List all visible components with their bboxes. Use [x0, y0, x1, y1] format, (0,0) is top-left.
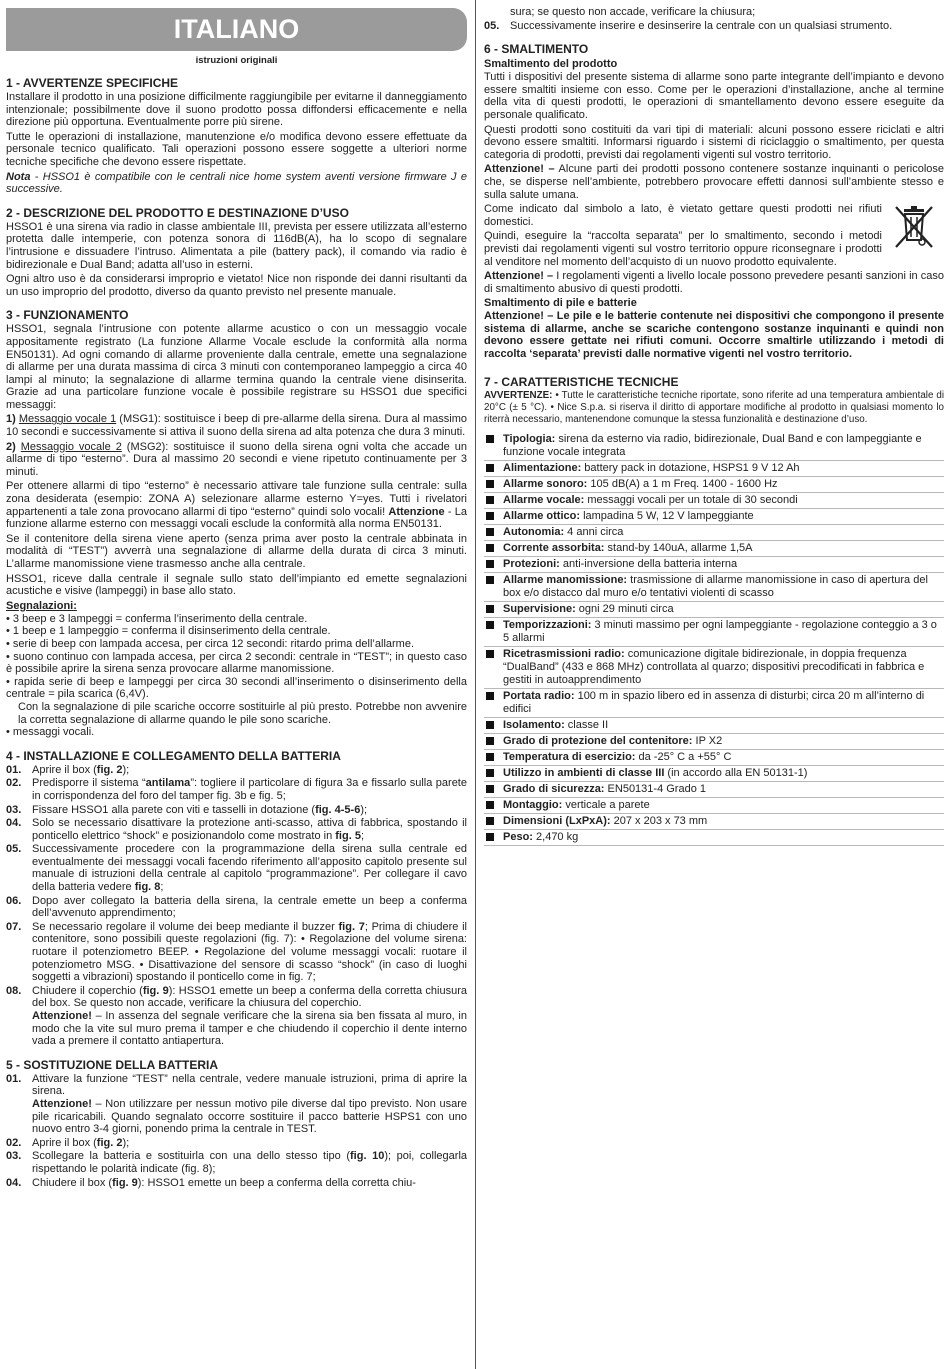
step-item: 05. Successivamente inserire e desinserire la centrale con un qualsiasi strumento.	[484, 19, 893, 32]
spec-row: Isolamento: classe II	[484, 718, 944, 734]
list-item: • 3 beep e 3 lampeggi = conferma l’inserimento della centrale.	[6, 612, 308, 625]
spec-row: Protezioni: anti-inversione della batteria interna	[484, 557, 944, 573]
spec-row: Allarme manomissione: trasmissione di allarme manomissione in caso di apertura del box e/o distacco dal muro e/o tentativi violenti di scasso	[484, 573, 944, 602]
language-banner: ITALIANO	[6, 8, 467, 51]
spec-row: Utilizzo in ambienti di classe III (in accordo alla EN 50131-1)	[484, 766, 944, 782]
s6-paragraph: Quindi, eseguire la “raccolta separata” per lo smaltimento, secondo i metodi previsti dai regolamenti vigenti sul vostro territorio oppure riconsegnare i prodotti al venditore nel momento dell’acquisto di un nuovo prodotto equivalente.	[484, 230, 882, 268]
s2-paragraph: Ogni altro uso è da considerarsi improprio e vietato! Nice non risponde dei danni risultanti da un uso improprio del prodotto, diverso da quanto previsto nel presente manuale.	[6, 273, 467, 298]
s6-paragraph: Come indicato dal simbolo a lato, è vietato gettare questi prodotti nei rifiuti domestici.	[484, 203, 882, 228]
s6-paragraph: Tutti i dispositivi del presente sistema di allarme sono parte integrante dell’impianto e devono essere smaltiti insieme con esso. Come per le operazioni d’installazione, anche al termine della vita di questi prodotti, le operazioni di smantellamento devono essere eseguite da personale qualificato.	[484, 71, 944, 121]
spec-row: Autonomia: 4 anni circa	[484, 525, 944, 541]
s3-paragraph: HSSO1, riceve dalla centrale il segnale sullo stato dell’impianto ed emette segnalazioni acustiche e visive (lampeggi) in base allo stato.	[6, 572, 467, 598]
spec-row: Tipologia: sirena da esterno via radio, bidirezionale, Dual Band e con lampeggiante e funzione vocale integrata	[484, 432, 944, 461]
section-1-title: 1 - AVVERTENZE SPECIFICHE	[6, 76, 179, 90]
spec-row: Allarme sonoro: 105 dB(A) a 1 m Freq. 1400 - 1600 Hz	[484, 477, 944, 493]
s6-paragraph: Questi prodotti sono costituiti da vari tipi di materiali: alcuni possono essere riciclati e altri devono essere smaltiti. Informarsi riguardo i sistemi di riciclaggio o smaltimento, per questa categoria di prodotti, previsti dai regolamenti vigenti sul vostro territorio.	[484, 123, 944, 161]
s2-paragraph: HSSO1 è una sirena via radio in classe ambientale III, prevista per essere utilizzata all’esterno protetta dalle intemperie, con potenza sonora di 116dB(A), ha lo scopo di segnalare l’intrusione e dissuadere l’intruso. Alimentata a pile (battery pack), il comando via radio è bidirezionale e Dual Band; adatta all’uso in esterni.	[6, 220, 467, 271]
step-item: 04. Solo se necessario disattivare la protezione anti-scasso, attiva di fabbrica, spostando il ponticello elettrico “shock” e posizionandolo come mostrato in fig. 5;	[6, 817, 467, 842]
list-item: • serie di beep con lampada accesa, per circa 12 secondi: ritardo prima dell’allarme.	[6, 637, 414, 650]
step-item: 06. Dopo aver collegato la batteria della sirena, la centrale emette un beep a conferma dell’avvenuto apprendimento;	[6, 894, 467, 920]
step-item: 03. Fissare HSSO1 alla parete con viti e tasselli in dotazione (fig. 4-5-6);	[6, 803, 368, 816]
list-item: • suono continuo con lampada accesa, per circa 2 secondi: centrale in “TEST”; in questo caso è possibile aprire la sirena senza provocare allarme manomissione.	[6, 650, 467, 676]
list-item: Con la segnalazione di pile scariche occorre sostituirle al più presto. Potrebbe non avvenire la corretta segnalazione di allarme quando le pile sono scariche.	[18, 700, 467, 726]
s1-paragraph: Installare il prodotto in una posizione difficilmente raggiungibile per evitarne il danneggiamento intenzionale; possibilmente dove il suono prodotto possa diffondersi efficacemente e nella direzione più opportuna. Eventualmente porre più sirene.	[6, 91, 467, 129]
spec-row: Grado di protezione del contenitore: IP X2	[484, 734, 944, 750]
list-item: • rapida serie di beep e lampeggi per circa 30 secondi all’inserimento o disinserimento della centrale = pila scarica (6,4V).	[6, 675, 467, 701]
right-column	[484, 0, 944, 846]
list-item: • messaggi vocali.	[6, 726, 95, 739]
step-item: 05. Successivamente procedere con la programmazione della sirena sulla centrale ed eventualmente dei messaggi vocali facendo riferimento all’apposito capitolo presente sul manuale di istruzioni della centrale al capitolo “programmazione”. Per collegare il cavo della batteria vedere fig. 8;	[6, 843, 467, 894]
s3-paragraph: Per ottenere allarmi di tipo “esterno” è necessario attivare tale funzione sulla centrale: sulla zona desiderata (esempio: ZONA A) selezionare allarme esterno Y=yes. Tutti i rivelatori appartenenti a tale zona provocano allarmi di tipo “esterno” quindi solo vocali! Attenzione - La funzione allarme esterno con messaggi vocali esclude la conformità alla norma EN50131.	[6, 480, 467, 531]
s7-warnings: AVVERTENZE: • Tutte le caratteristiche tecniche riportate, sono riferite ad una temperatura ambientale di 20°C (± 5 °C). • Nice S.p.a. si riserva il diritto di apportare modifiche al prodotto in qualsiasi momento lo riterrà necessario, mantenendone comunque la stessa funzionalità e destinazione d’uso.	[484, 389, 944, 425]
spec-row: Portata radio: 100 m in spazio libero ed in assenza di disturbi; circa 20 m all’interno di edifici	[484, 689, 944, 718]
step-item: 08. Chiudere il coperchio (fig. 9): HSSO1 emette un beep a conferma della corretta chiusura del box. Se questo non accade, verificare la chiusura del coperchio. Attenzione! – In assenza del segnale verificare che la sirena sia ben fissata al muro, in modo che la vite sul muro prema il tamper e che chiudendo il coperchio il dente interno vada a premere il contatto antiapertura.	[6, 984, 468, 1048]
battery-steps	[6, 1073, 467, 1189]
left-column	[6, 0, 467, 1190]
spec-row: Montaggio: verticale a parete	[484, 798, 944, 814]
step-item: 02. Predisporre il sistema “antilama”: togliere il particolare di figura 3a e fissarlo sulla parete in corrispondenza del foro del tamper fig. 3b e fig. 5;	[6, 777, 467, 802]
spec-row: Alimentazione: battery pack in dotazione, HSPS1 9 V 12 Ah	[484, 461, 944, 477]
s6-subtitle: Smaltimento di pile e batterie	[484, 297, 637, 310]
spec-row: Allarme vocale: messaggi vocali per un totale di 30 secondi	[484, 493, 944, 509]
section-2-title: 2 - DESCRIZIONE DEL PRODOTTO E DESTINAZIONE D’USO	[6, 205, 349, 220]
column-divider	[475, 0, 476, 1369]
spec-row: Ricetrasmissioni radio: comunicazione digitale bidirezionale, in doppia frequenza “DualBand” (433 e 868 MHz) controllata al quarzo; dispositivi precodificati in fabbrica e gestiti in autoapprendimento	[484, 647, 944, 689]
section-7-title: 7 - CARATTERISTICHE TECNICHE	[484, 374, 679, 389]
spec-row: Temporizzazioni: 3 minuti massimo per ogni lampeggiante - regolazione conteggio a 3 o 5 allarmi	[484, 618, 944, 647]
spec-table	[484, 432, 944, 846]
step-item: 07. Se necessario regolare il volume dei beep mediante il buzzer fig. 7; Prima di chiudere il contenitore, sono possibili queste regolazioni (fig. 7): • Regolazione del volume sirena: ruotare il potenziometro BEEP. • Regolazione del volume messaggi vocali: ruotare il potenziometro MSG. • Disattivazione del sensore di scasso “shock” (in caso di luoghi soggetti a vibrazioni) spostando il ponticello come in fig. 7;	[6, 920, 467, 984]
spec-row: Temperatura di esercizio: da -25° C a +55° C	[484, 750, 944, 766]
step-item: 02. Aprire il box (fig. 2);	[6, 1136, 130, 1149]
list-item: • 1 beep e 1 lampeggio = conferma il disinserimento della centrale.	[6, 625, 331, 638]
install-steps	[6, 764, 467, 1048]
step-item: 01. Attivare la funzione “TEST” nella centrale, vedere manuale istruzioni, prima di aprire la sirena. Attenzione! – Non utilizzare per nessun motivo pile diverse dal tipo previsto. Non usare pile ricaricabili. Quando segnalato occorre sostituire il pacco batterie HSPS1 con uno nuovo entro 3-4 giorni, ponendo prima la centrale in TEST.	[6, 1072, 467, 1136]
s6-battery-warning: Attenzione! – Le pile e le batterie contenute nei dispositivi che compongono il presente sistema di allarme, anche se scariche contengono sostanze inquinanti e quindi non devono essere gettate nei rifiuti comuni. Occorre smaltirle utilizzando i metodi di raccolta ‘separata’ previsti dalle normative vigenti nel vostro territorio.	[484, 310, 944, 361]
section-5-title: 5 - SOSTITUZIONE DELLA BATTERIA	[6, 1057, 218, 1072]
s6-warning: Attenzione! – Alcune parti dei prodotti possono contenere sostanze inquinanti o pericolose che, se disperse nell’ambiente, potrebbero provocare effetti dannosi sull’ambiente stesso e sulla salute umana.	[484, 163, 944, 201]
step-item: 04. Chiudere il box (fig. 9): HSSO1 emette un beep a conferma della corretta chiu-	[6, 1176, 416, 1189]
step-item: 03. Scollegare la batteria e sostituirla con una dello stesso tipo (fig. 10); poi, collegarla rispettando le polarità indicate (fig. 8);	[6, 1150, 468, 1175]
section-3-title: 3 - FUNZIONAMENTO	[6, 308, 129, 323]
s1-paragraph: Tutte le operazioni di installazione, manutenzione e/o modifica devono essere effettuate da personale tecnico qualificato. Tali operazioni possono essere soggette a ulteriori norme tecniche specifiche che devono essere rispettate.	[6, 130, 467, 168]
s6-subtitle: Smaltimento del prodotto	[484, 58, 618, 71]
spec-row: Allarme ottico: lampadina 5 W, 12 V lampeggiante	[484, 509, 944, 525]
spec-row: Peso: 2,470 kg	[484, 830, 944, 846]
spec-row: Corrente assorbita: stand-by 140uA, allarme 1,5A	[484, 541, 944, 557]
s6-warning: Attenzione! – I regolamenti vigenti a livello locale possono prevedere pesanti sanzioni in caso di smaltimento abusivo di questi prodotti.	[484, 270, 944, 295]
crossed-out-wheeled-bin-icon	[890, 203, 938, 251]
weee-block	[484, 203, 944, 268]
s3-paragraph: HSSO1, segnala l’intrusione con potente allarme acustico o con un messaggio vocale appositamente registrato (La funzione Allarme Vocale esclude la conformità alla norma EN50131). Ad ogni comando di allarme proveniente dalla centrale, emette una segnalazione di allarme per una durata massima di circa 3 minuti con contemporaneo lampeggio a circa 40 lampi al minuto; la segnalazione di allarme termina quando la centrale viene disinserita. Grazie ad una particolare funzione vocale è possibile registrare su HSSO1 due specifici messaggi:	[6, 323, 467, 411]
signals-title: Segnalazioni:	[6, 599, 77, 612]
signals-list	[6, 613, 467, 739]
spec-row: Grado di sicurezza: EN50131-4 Grado 1	[484, 782, 944, 798]
section-4-title: 4 - INSTALLAZIONE E COLLEGAMENTO DELLA BATTERIA	[6, 748, 341, 763]
subtitle: istruzioni originali	[195, 55, 278, 66]
step-continuation: sura; se questo non accade, verificare la chiusura;	[510, 6, 756, 18]
s1-note: Nota - HSSO1 è compatibile con le centrali nice home system aventi versione firmware J e successive.	[6, 170, 467, 196]
s3-message-1: 1) Messaggio vocale 1 (MSG1): sostituisce i beep di pre-allarme della sirena. Dura al massimo 10 secondi e successivamente si attiva il suono della sirena ad alta potenza che dura 3 minuti.	[6, 413, 467, 439]
s3-message-2: 2) Messaggio vocale 2 (MSG2): sostituisce il suono della sirena ogni volta che accade un allarme di tipo “esterno”. Dura al massimo 20 secondi e viene ripetuto continuamente per 3 minuti.	[6, 440, 467, 478]
step-item: 01. Aprire il box (fig. 2);	[6, 763, 130, 776]
s3-paragraph: Se il contenitore della sirena viene aperto (senza prima aver posto la centrale abbinata in modalità di “TEST”) avverrà una segnalazione di allarme della durata di circa 3 minuti. L’allarme manomissione viene trasmesso anche alla centrale.	[6, 532, 467, 570]
spec-row: Supervisione: ogni 29 minuti circa	[484, 602, 944, 618]
section-6-title: 6 - SMALTIMENTO	[484, 42, 589, 57]
spec-row: Dimensioni (LxPxA): 207 x 203 x 73 mm	[484, 814, 944, 830]
